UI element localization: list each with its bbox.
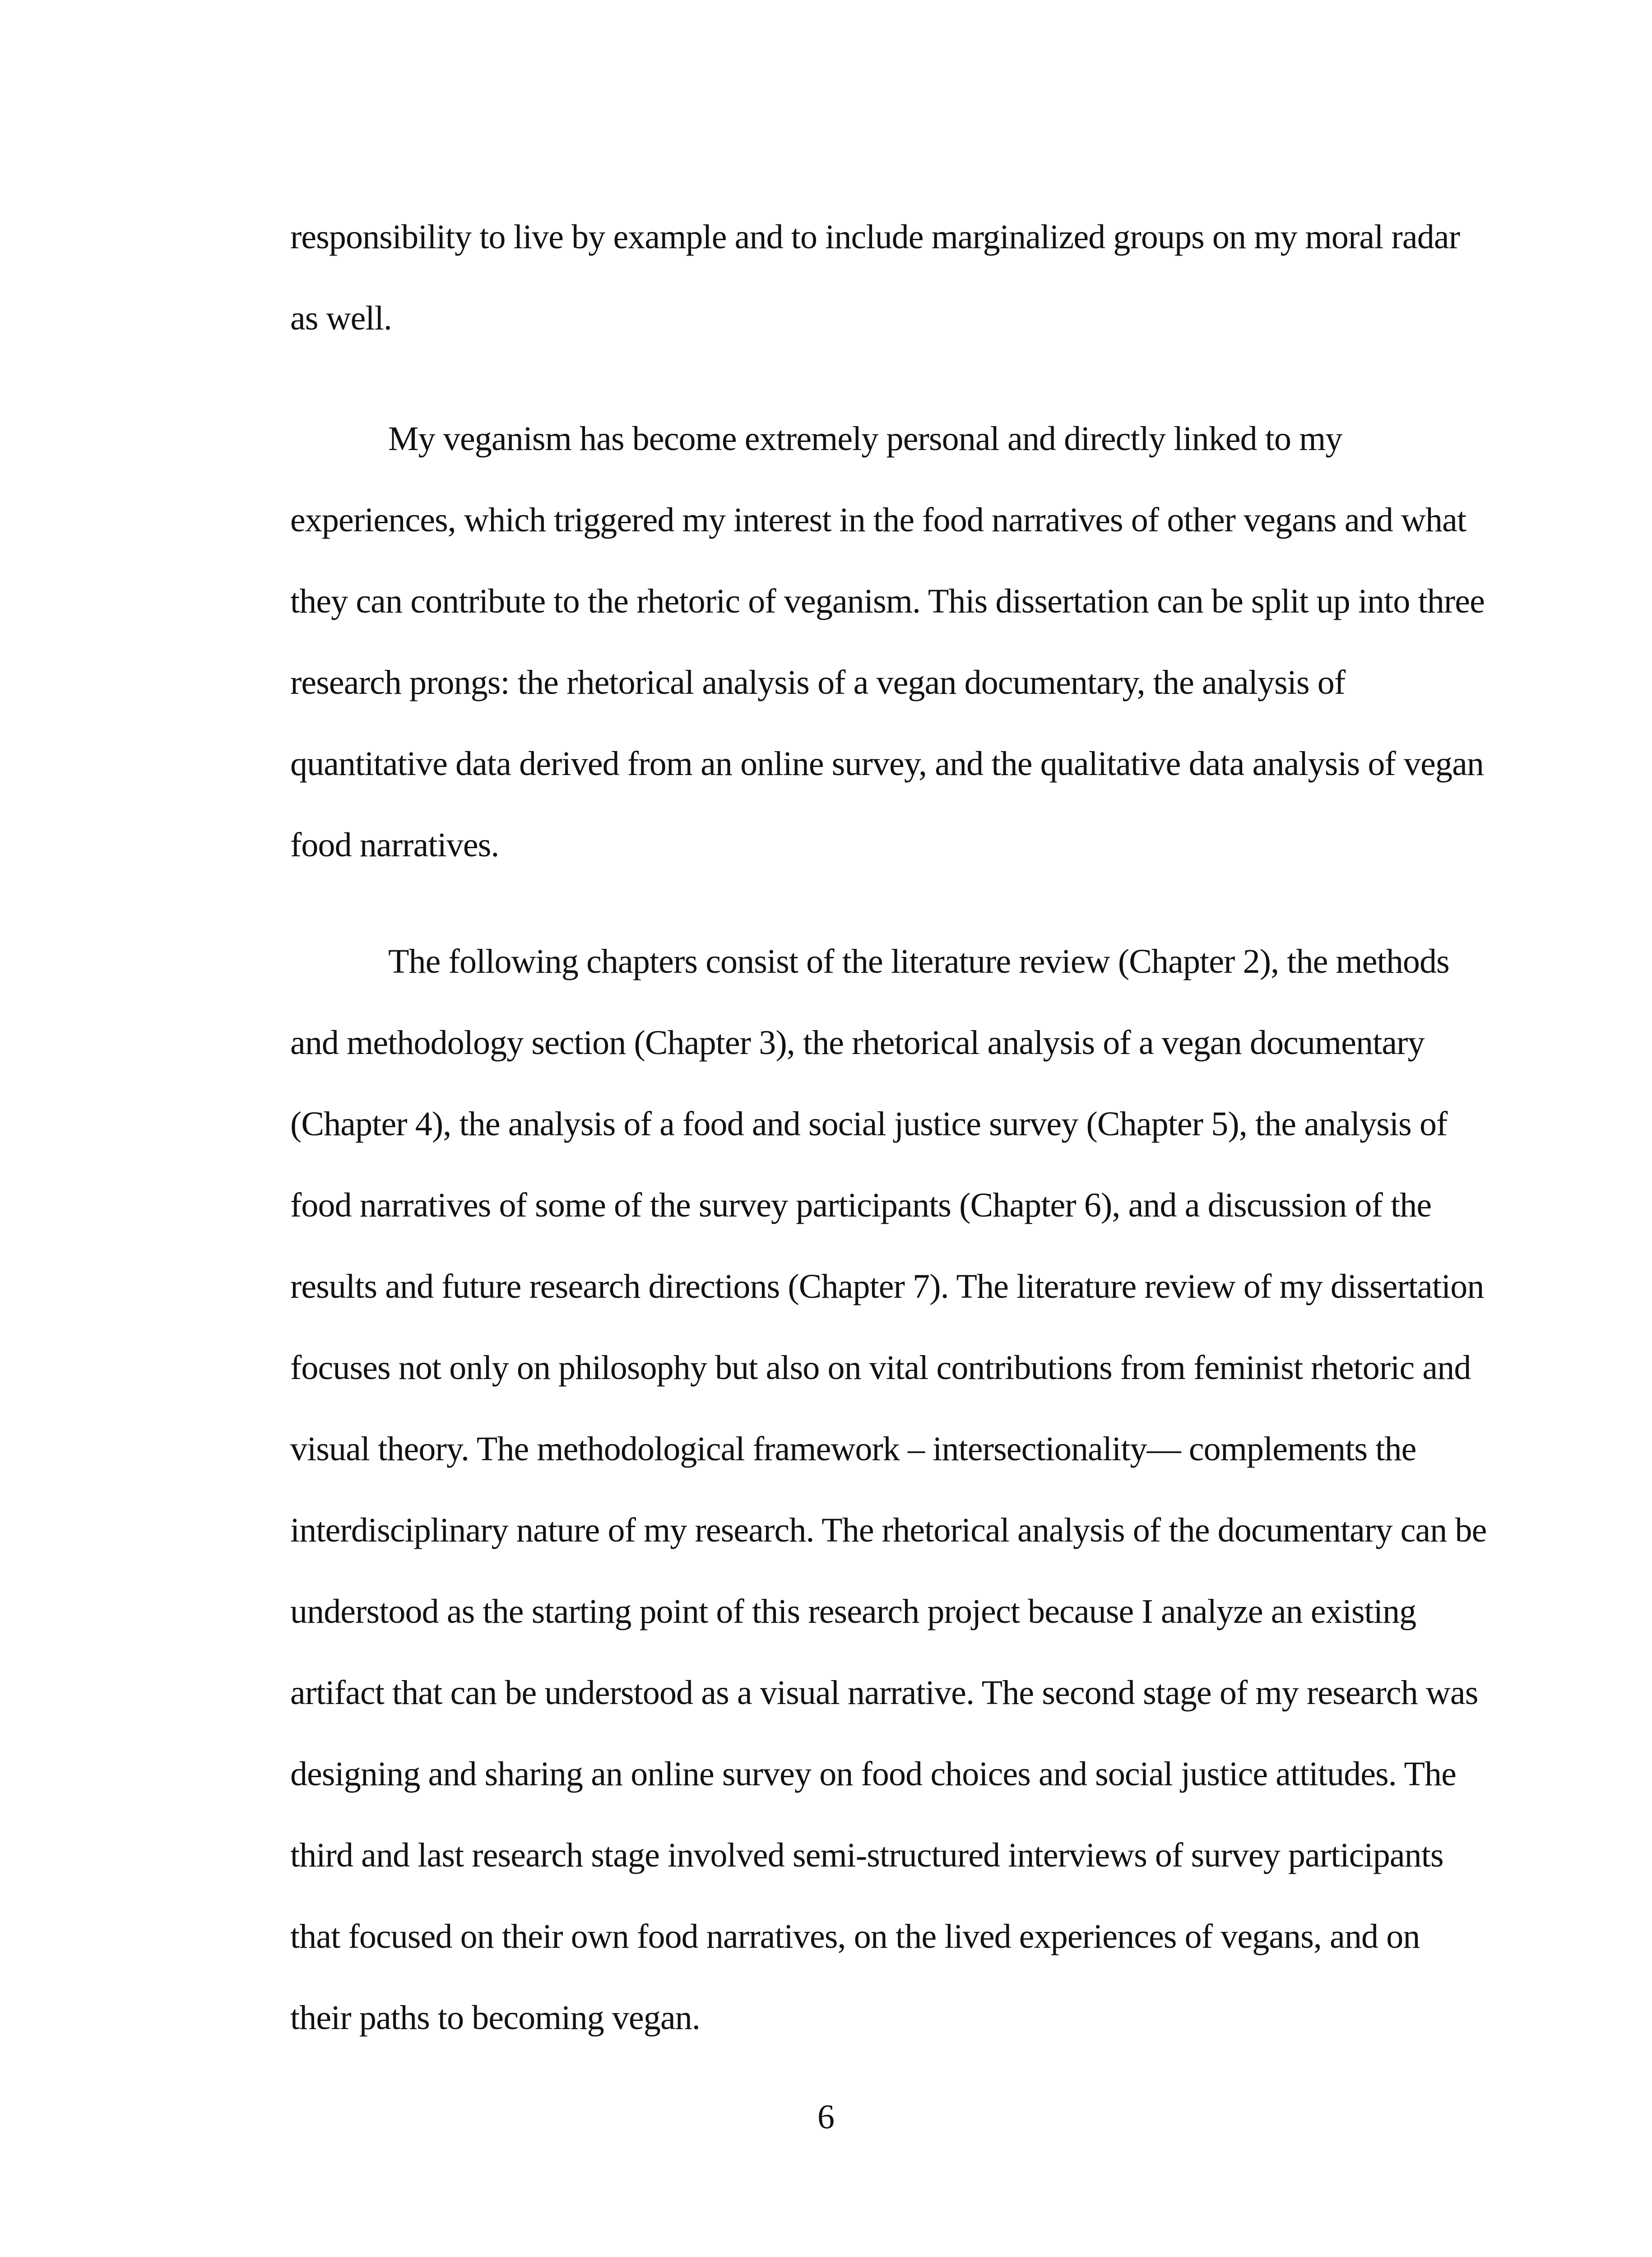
text-line: experiences, which triggered my interest in the food narratives of other vegans and what — [290, 501, 1466, 539]
text-line: food narratives of some of the survey participants (Chapter 6), and a discussion of the — [290, 1186, 1432, 1224]
text-line: artifact that can be understood as a visual narrative. The second stage of my research was — [290, 1674, 1478, 1712]
text-line: results and future research directions (Chapter 7). The literature review of my dissertation — [290, 1268, 1484, 1305]
text-line: food narratives. — [290, 826, 499, 864]
text-line: they can contribute to the rhetoric of veganism. This dissertation can be split up into three — [290, 582, 1485, 620]
text-line: designing and sharing an online survey on food choices and social justice attitudes. The — [290, 1755, 1456, 1793]
text-line: their paths to becoming vegan. — [290, 1999, 700, 2037]
text-line: third and last research stage involved semi-structured interviews of survey participants — [290, 1836, 1443, 1874]
text-line: (Chapter 4), the analysis of a food and social justice survey (Chapter 5), the analysis of — [290, 1105, 1448, 1143]
page-number: 6 — [817, 2098, 835, 2136]
text-line: understood as the starting point of this research project because I analyze an existing — [290, 1593, 1416, 1630]
text-line: My veganism has become extremely personal and directly linked to my — [388, 420, 1342, 458]
paragraph-veganism-personal — [290, 398, 1485, 886]
text-line: interdisciplinary nature of my research. The rhetorical analysis of the documentary can be — [290, 1511, 1487, 1549]
text-line: and methodology section (Chapter 3), the rhetorical analysis of a vegan documentary — [290, 1024, 1425, 1062]
text-line: responsibility to live by example and to include marginalized groups on my moral radar — [290, 218, 1460, 256]
text-line: focuses not only on philosophy but also on vital contributions from feminist rhetoric and — [290, 1349, 1471, 1387]
paragraph-chapter-overview — [290, 921, 1487, 2058]
text-line: quantitative data derived from an online survey, and the qualitative data analysis of vegan — [290, 745, 1484, 783]
text-line: visual theory. The methodological framework – intersectionality— complements the — [290, 1430, 1416, 1468]
text-line: The following chapters consist of the literature review (Chapter 2), the methods — [388, 943, 1449, 980]
paragraph-continuation — [290, 196, 1464, 359]
text-line: that focused on their own food narratives, on the lived experiences of vegans, and on — [290, 1918, 1420, 1955]
text-line: research prongs: the rhetorical analysis of a vegan documentary, the analysis of — [290, 664, 1346, 701]
text-line: as well. — [290, 299, 392, 337]
